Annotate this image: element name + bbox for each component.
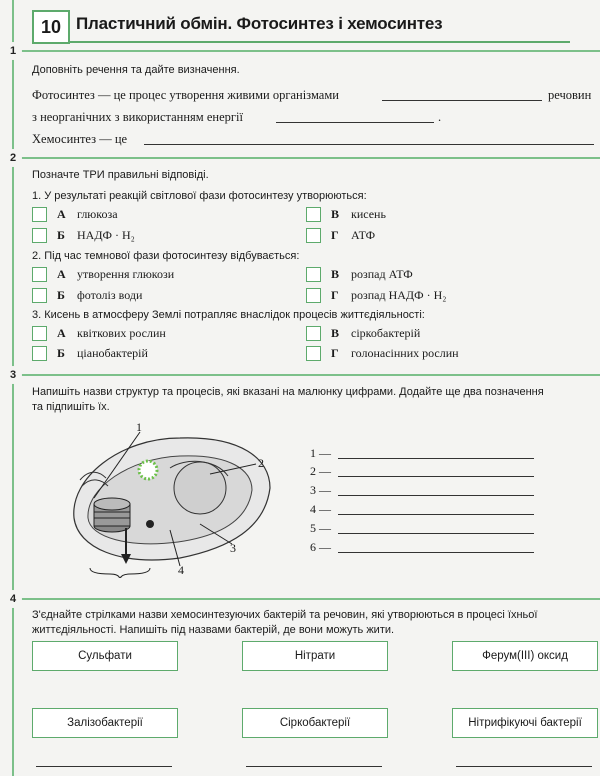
task4-instruction-line2: життєдіяльності. Напишіть під назвами бактерій, де вони можуть жити. (32, 624, 395, 636)
task1-line2-start: з неорганічних з використанням енергії (32, 110, 243, 124)
task3-instruction-line2: та підпишіть їх. (32, 401, 110, 413)
question-text: 1. У результаті реакцій світлової фази фотосинтезу утворюються: (32, 190, 367, 202)
checkbox[interactable] (32, 267, 47, 282)
title-underline (70, 41, 570, 43)
option-row[interactable]: А утворення глюкози (32, 267, 174, 282)
answer-line[interactable] (338, 533, 534, 534)
task3-instruction-line1: Напишіть назви структур та процесів, які вказані на малюнку цифрами. Додайте ще два позначення (32, 386, 544, 398)
habitat-answer-line[interactable] (456, 766, 592, 767)
product-box-iron-oxide[interactable]: Ферум(ІІІ) оксид (452, 641, 598, 671)
checkbox[interactable] (32, 346, 47, 361)
answer-label: 6 — (310, 540, 331, 554)
task1-line1-start: Фотосинтез — це процес утворення живими організмами (32, 88, 339, 102)
checkbox[interactable] (306, 346, 321, 361)
product-box-sulfates[interactable]: Сульфати (32, 641, 178, 671)
option-row[interactable]: Б фотоліз води (32, 288, 142, 303)
bacteria-box-nitrifying[interactable]: Нітрифікуючі бактерії (452, 708, 598, 738)
checkbox[interactable] (306, 326, 321, 341)
task-divider (12, 50, 600, 52)
option-row[interactable]: А квіткових рослин (32, 326, 166, 341)
task-divider (12, 598, 600, 600)
answer-line[interactable] (338, 552, 534, 553)
task4-instruction-line1: З'єднайте стрілками назви хемосинтезуючих бактерій та речовин, які утворюються в процесі їхньої (32, 609, 538, 621)
task-number: 1 (4, 42, 22, 60)
checkbox[interactable] (306, 228, 321, 243)
task-divider (12, 157, 600, 159)
task1-line2-end: . (438, 110, 442, 124)
option-row[interactable]: Б ціанобактерій (32, 346, 148, 361)
answer-label: 4 — (310, 502, 331, 516)
question-text: 3. Кисень в атмосферу Землі потрапляє внаслідок процесів життєдіяльності: (32, 309, 425, 321)
checkbox[interactable] (306, 267, 321, 282)
blank-field[interactable] (382, 100, 542, 101)
task-number: 4 (4, 590, 22, 608)
option-row[interactable]: Г розпад НАДФ · Н₂ (306, 288, 446, 303)
task-divider (12, 374, 600, 376)
option-row[interactable]: В кисень (306, 207, 386, 222)
option-row[interactable]: В розпад АТФ (306, 267, 413, 282)
answer-line[interactable] (338, 514, 534, 515)
lesson-number-badge: 10 (32, 10, 70, 44)
option-row[interactable]: Б НАДФ · Н₂ (32, 228, 135, 243)
option-row[interactable]: Г АТФ (306, 228, 375, 243)
blank-field[interactable] (144, 144, 594, 145)
diagram-label-3: 3 (230, 541, 236, 555)
product-box-nitrates[interactable]: Нітрати (242, 641, 388, 671)
question-text: 2. Під час темнової фази фотосинтезу відбувається: (32, 250, 300, 262)
option-row[interactable]: А глюкоза (32, 207, 118, 222)
bacteria-box-iron[interactable]: Залізобактерії (32, 708, 178, 738)
checkbox[interactable] (32, 207, 47, 222)
checkbox[interactable] (306, 207, 321, 222)
answer-label: 3 — (310, 483, 331, 497)
page-title: Пластичний обмін. Фотосинтез і хемосинтез (76, 14, 443, 33)
task-number: 2 (4, 149, 22, 167)
habitat-answer-line[interactable] (246, 766, 382, 767)
answer-line[interactable] (338, 476, 534, 477)
checkbox[interactable] (32, 288, 47, 303)
left-margin-rule (12, 0, 14, 776)
answer-label: 2 — (310, 464, 331, 478)
answer-label: 5 — (310, 521, 331, 535)
blank-field[interactable] (276, 122, 434, 123)
bacteria-box-sulfur[interactable]: Сіркобактерії (242, 708, 388, 738)
answer-line[interactable] (338, 495, 534, 496)
task1-instruction: Доповніть речення та дайте визначення. (32, 64, 240, 76)
checkbox[interactable] (32, 326, 47, 341)
diagram-label-2: 2 (258, 456, 264, 470)
diagram-label-1: 1 (136, 420, 142, 434)
answer-label: 1 — (310, 446, 331, 460)
task1-line1-end: речовин (548, 88, 592, 102)
chloroplast-diagram (60, 418, 280, 578)
checkbox[interactable] (32, 228, 47, 243)
answer-line[interactable] (338, 458, 534, 459)
option-row[interactable]: В сіркобактерій (306, 326, 420, 341)
checkbox[interactable] (306, 288, 321, 303)
task1-line3-start: Хемосинтез — це (32, 132, 128, 146)
diagram-label-4: 4 (178, 563, 184, 577)
task-number: 3 (4, 366, 22, 384)
task2-instruction: Позначте ТРИ правильні відповіді. (32, 169, 209, 181)
habitat-answer-line[interactable] (36, 766, 172, 767)
option-row[interactable]: Г голонасінних рослин (306, 346, 459, 361)
